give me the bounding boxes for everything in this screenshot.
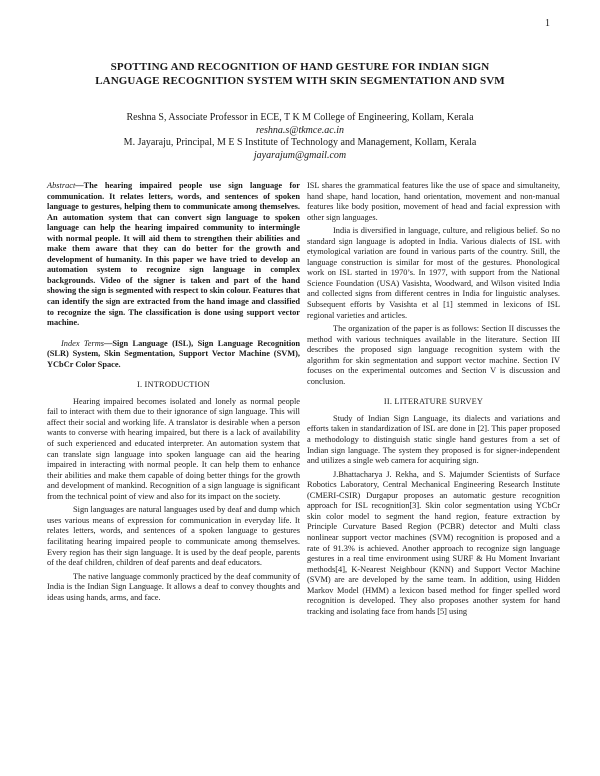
intro-paragraph-continued: ISL shares the grammatical features like the use of space and simultaneity, hand shape, hand location, hand orientation, movement and non-manual features like body position, movement of head and facial expression with other sign languages.: [307, 181, 560, 222]
paper-title: [60, 60, 540, 88]
introduction-heading: I. INTRODUCTION: [137, 380, 210, 390]
intro-paragraph: India is diversified in language, culture, and religious belief. So no standard sign language is adopted in India. Various dialects of ISL with etymological variation are found in various parts of the country. Still, the language construction is similar for most of the gestures. Phonological work on ISL started in 1970’s. In 1977, with support from the National Science Foundation (USA) Vasishta, Woodward, and Wilson visited India and collected signs from different centres in India for linguistic analyses. Subsequent efforts by Vasishta et al [1] stemmed in lexicons of ISL regional varieties and articles.: [307, 226, 560, 320]
intro-paragraph: The native language commonly practiced by the deaf community of India is the Indian Sign Language. It allows a deaf to convey thoughts and ideas using hands, arms, and face.: [47, 571, 300, 602]
abstract-text: —The hearing impaired people use sign language for communication. It relates letters, words, and sentences of spoken language to gestures, helping them to communicate among themselves. An automation system that can convert sign language to spoken language can help the hearing impaired community to intermingle with normal people. It will aid them to strengthen their abilities and make them aware that they can do better for the growth and development of humanity. In this paper we have tried to develop an automation system to recognize sign language in complex backgrounds. Video of the signer is taken and part of the hand showing the sign is segmented with respect to skin colour. Features that can identify the sign are extracted from the hand image and classified to recognize the sign. The classification is done using support vector machine.: [47, 181, 300, 328]
index-terms-label: Index Terms: [61, 338, 105, 348]
author-1-email: reshna.s@tkmce.ac.in: [256, 124, 344, 136]
literature-paragraph: Study of Indian Sign Language, its dialects and variations and efforts taken in standardization of ISL are done in [2]. This paper proposed a methodology to distinguish static single hand gestures from a set of Indian sign language. The system they proposed is for signer-independent and utilizes a single web camera for acquiring sign.: [307, 413, 560, 466]
left-column: [47, 181, 300, 603]
intro-paragraph: Hearing impaired becomes isolated and lonely as normal people fail to interact with them due to their ignorance of sign language. This will affect their social and working life. A translator is desirable when a person wants to converse with hearing impaired, but there is a lack of availability of such experienced and educated interpreter. An automation system that can translate sign language into spoken language can aid the hearing impaired in interacting with normal people. It can help them to enhance their abilities and make them capable of doing better things for the growth and development of mankind. Recognition of a sign language is significant from the technical point of view and also for its impact on the society.: [47, 396, 300, 501]
literature-paragraph: J.Bhattacharya J. Rekha, and S. Majumder Scientists of Surface Robotics Laboratory, Central Mechanical Engineering Research Institute (CMERI-CSIR) Durgapur proposes an automatic gesture recognition approach for ISL recognition[3]. Skin color segmentation using YCbCr skin color model to segment the hand region, feature extraction by Principle Curvature Based Region (PCBR) detector and Multi class nonlinear support vector machines (SVM) recognition is proposed and a rate of 91.3% is achieved. Another approach to recognize sign language gestures in a real time environment using SURF & Hu Moment Invariant methods[4], K-Nearest Neighbour (KNN) and Support Vector Machine (SVM) are are developed by the same team. In addition, using Hidden Markov Model (HMM) a lexicon based method for finger spelled word recognition is developed. They also proposes another system for hand tracking and isolating face from hands [5] using: [307, 469, 560, 616]
author-2-affiliation: M. Jayaraju, Principal, M E S Institute of Technology and Management, Kollam, Kerala: [123, 137, 477, 148]
abstract-label: Abstract: [47, 181, 76, 190]
right-column: [307, 181, 560, 617]
title-line-1: SPOTTING AND RECOGNITION OF HAND GESTURE FOR INDIAN SIGN: [110, 61, 490, 73]
literature-survey-heading: II. LITERATURE SURVEY: [383, 397, 484, 407]
index-terms: [47, 339, 300, 371]
intro-paragraph: Sign languages are natural languages used by deaf and dump which uses various means of expression for communication in everyday life. It relates letters, words, and sentences of a spoken language to gestures facilitating hearing impaired people to communicate among themselves. Every region has their sign language. It is used by the deaf people, parents of the deaf children, children of deaf parents and deaf educators.: [47, 505, 300, 568]
author-1-affiliation: Reshna S, Associate Professor in ECE, T K M College of Engineering, Kollam, Kerala: [126, 112, 474, 123]
abstract: [47, 181, 300, 329]
author-block: [60, 112, 540, 162]
intro-paragraph: The organization of the paper is as follows: Section II discusses the method with various techniques available in the literature. Section III describes the proposed sign language recognition system with the algorithm for skin segmentation and support vector machine. Section IV focuses on the experimental outcomes and Section V is discussion and conclusion.: [307, 324, 560, 386]
title-line-2: LANGUAGE RECOGNITION SYSTEM WITH SKIN SEGMENTATION AND SVM: [95, 75, 505, 87]
author-2-email: jayarajum@gmail.com: [253, 149, 347, 161]
page-number: 1: [545, 18, 550, 29]
index-terms-text: —Sign Language (ISL), Sign Language Recognition (SLR) System, Skin Segmentation, Support Vector Machine (SVM), YCbCr Color Space.: [47, 338, 301, 369]
